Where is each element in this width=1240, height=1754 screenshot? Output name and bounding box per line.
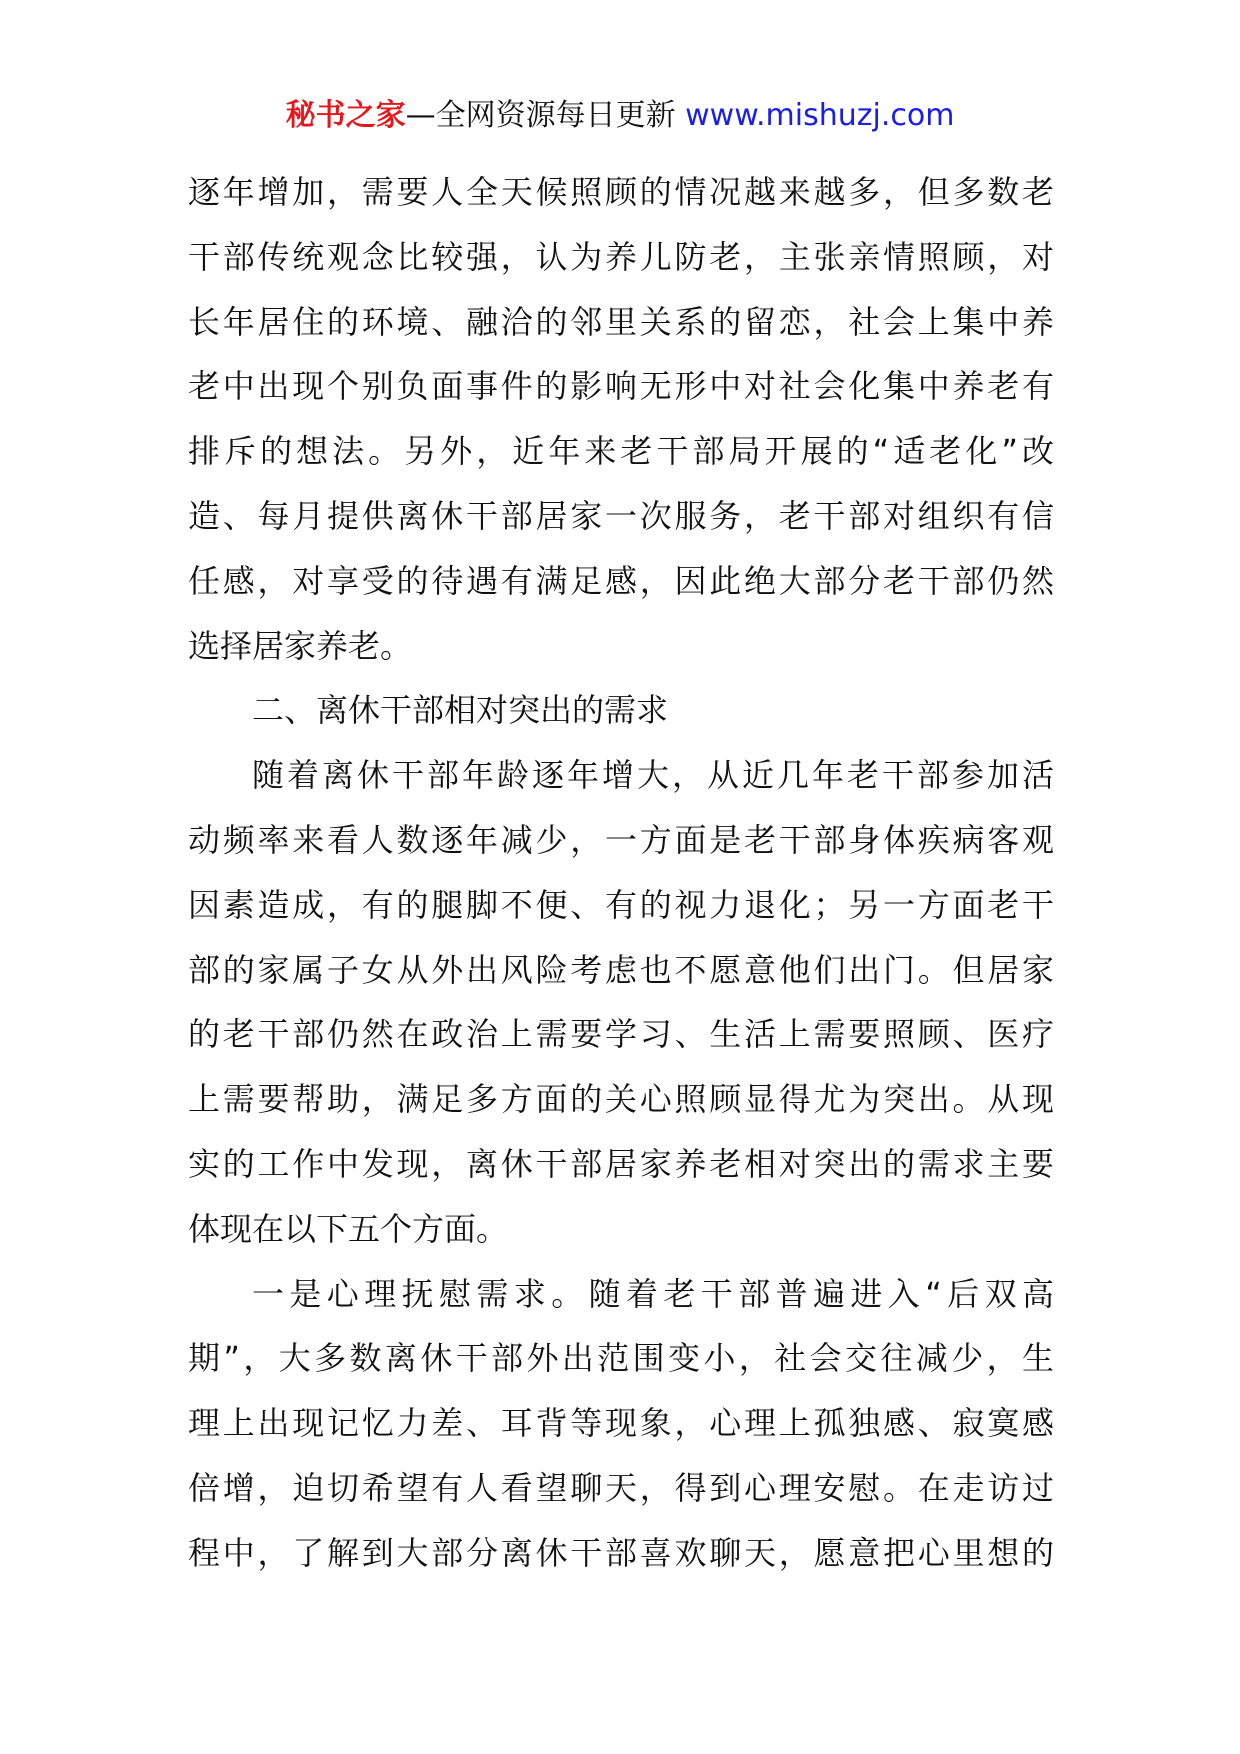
text-line: 动频率来看人数逐年减少，一方面是老干部身体疾病客观 (188, 820, 1054, 859)
text-line: 倍增，迫切希望有人看望聊天，得到心理安慰。在走访过 (188, 1468, 1054, 1507)
text-line: 长年居住的环境、融洽的邻里关系的留恋，社会上集中养 (188, 302, 1054, 341)
header-tagline: —全网资源每日更新 (405, 98, 686, 133)
text-line: 实的工作中发现，离休干部居家养老相对突出的需求主要 (188, 1144, 1054, 1183)
section-heading: 二、离休干部相对突出的需求 (252, 691, 669, 730)
text-line: 理上出现记忆力差、耳背等现象，心理上孤独感、寂寞感 (188, 1404, 1054, 1443)
site-url: www.mishuzj.com (685, 98, 955, 133)
text-line: 造、每月提供离休干部居家一次服务，老干部对组织有信 (188, 496, 1054, 535)
text-line: 期”，大多数离休干部外出范围变小，社会交往减少，生 (188, 1339, 1054, 1378)
text-line: 干部传统观念比较强，认为养儿防老，主张亲情照顾，对 (188, 237, 1054, 276)
text-line: 一是心理抚慰需求。随着老干部普遍进入“后双高 (252, 1274, 1054, 1313)
text-line: 上需要帮助，满足多方面的关心照顾显得尤为突出。从现 (188, 1080, 1054, 1119)
text-line: 排斥的想法。另外，近年来老干部局开展的“适老化”改 (188, 432, 1054, 471)
text-line: 因素造成，有的腿脚不便、有的视力退化；另一方面老干 (188, 885, 1054, 924)
text-line: 老中出现个别负面事件的影响无形中对社会化集中养老有 (188, 367, 1054, 406)
text-line: 体现在以下五个方面。 (188, 1209, 509, 1248)
page-header (0, 96, 1240, 136)
text-line: 的老干部仍然在政治上需要学习、生活上需要照顾、医疗 (188, 1015, 1054, 1054)
text-line: 选择居家养老。 (188, 626, 413, 665)
text-line: 程中，了解到大部分离休干部喜欢聊天，愿意把心里想的 (188, 1533, 1054, 1572)
brand-name: 秘书之家 (285, 98, 406, 133)
text-line: 逐年增加，需要人全天候照顾的情况越来越多，但多数老 (188, 173, 1054, 211)
text-line: 随着离休干部年龄逐年增大，从近几年老干部参加活 (252, 756, 1054, 795)
document-body (188, 160, 1054, 1586)
text-line: 部的家属子女从外出风险考虑也不愿意他们出门。但居家 (188, 950, 1054, 989)
text-line: 任感，对享受的待遇有满足感，因此绝大部分老干部仍然 (188, 561, 1054, 600)
